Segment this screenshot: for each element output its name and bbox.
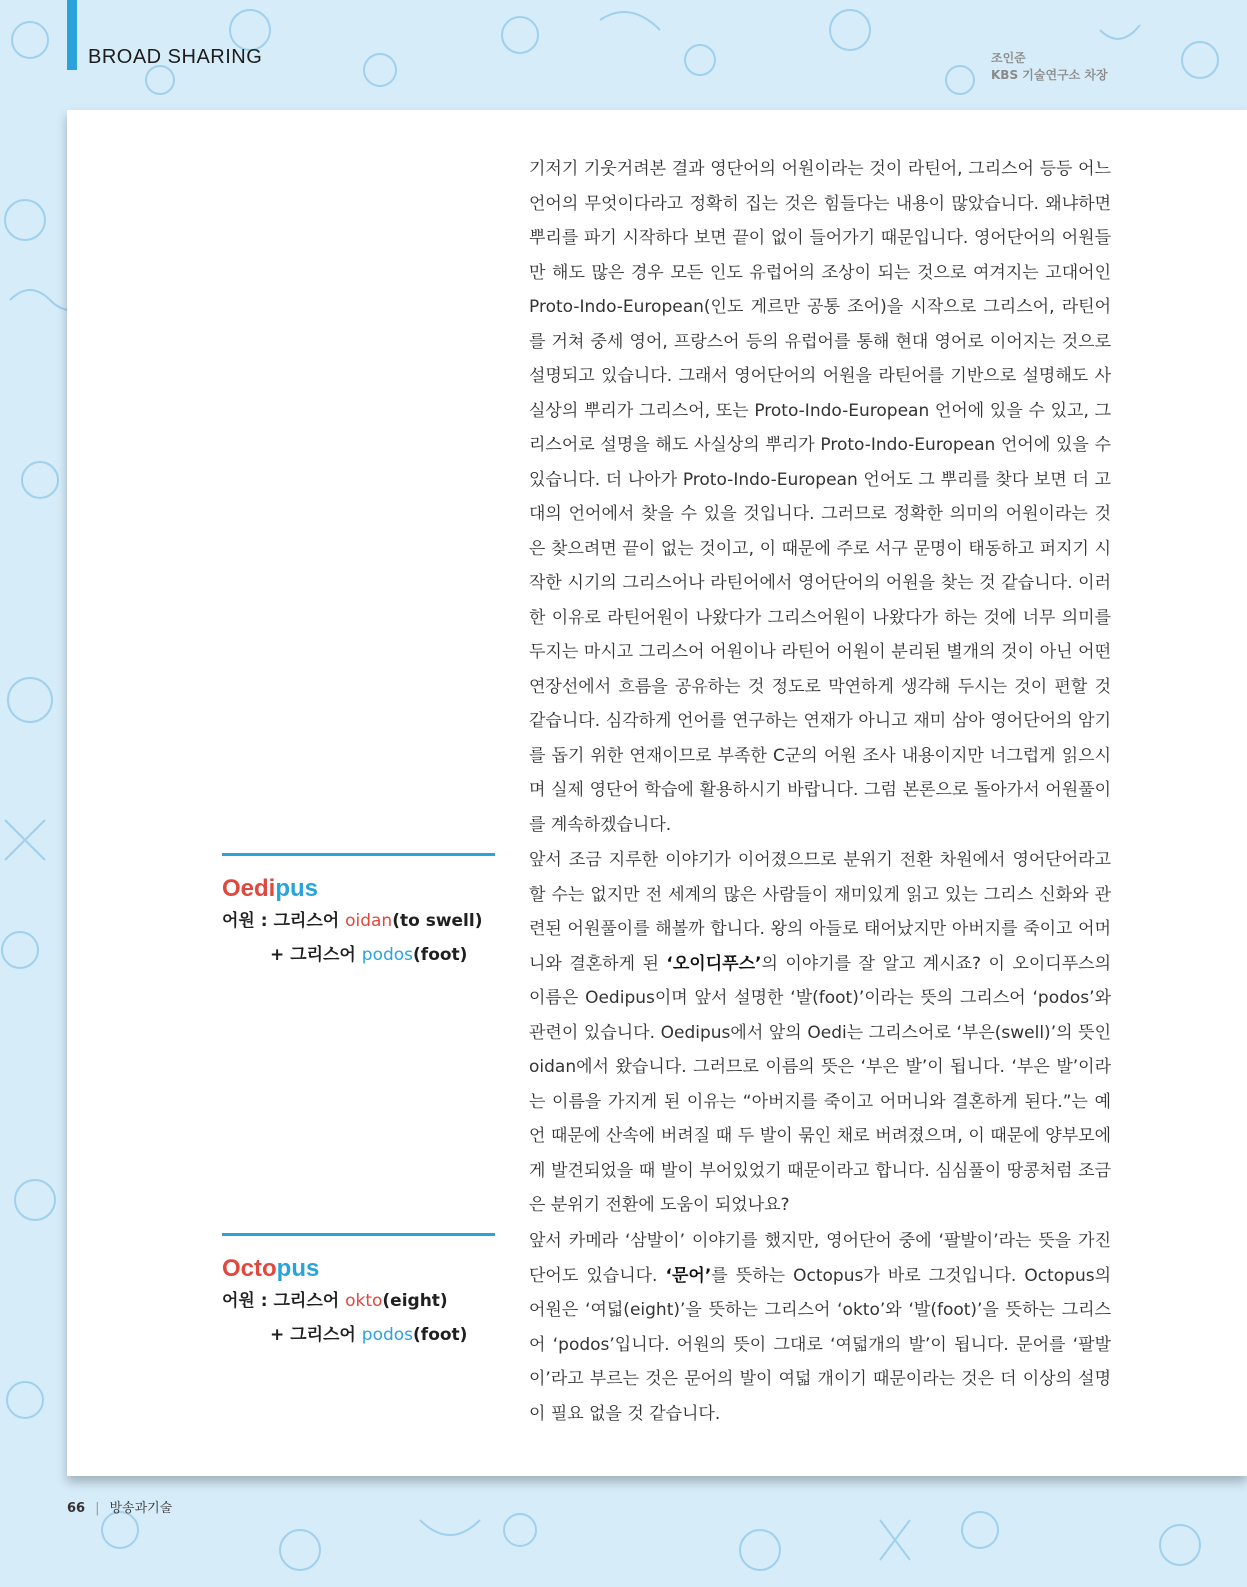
author-byline (991, 50, 1108, 84)
octopus-korean-term: ‘문어’ (665, 1265, 712, 1286)
term-root: Oedi (222, 875, 276, 902)
paragraph-3-text-b: 를 뜻하는 Octopus가 바로 그것입니다. Octopus의 어원은 ‘여덟(eight)’을 뜻하는 그리스어 ‘okto’와 ‘발(foot)’을 뜻하는 그리스어 ‘podos’입니다. 어원의 뜻이 그대로 ‘여덟개의 발’이 됩니다. 문어를 ‘팔발이’라고 부르는 것은 문어의 발이 여덟 개이기 때문이라는 것은 더 이상의 설명이 필요 없을 것 같습니다. (529, 1265, 1111, 1424)
page-footer (67, 1497, 172, 1516)
root1-meaning: (eight) (382, 1291, 448, 1311)
paragraph-2-text-a: 앞서 조금 지루한 이야기가 이어졌으므로 분위기 전환 차원에서 영어단어라고 할 수는 없지만 전 세계의 많은 사람들이 재미있게 읽고 있는 그리스 신화와 관련된 어원풀이를 해볼까 합니다. 왕의 아들로 태어났지만 아버지를 죽이고 어머니와 결혼하게 된 (529, 850, 1111, 974)
origin-label: 어원 : 그리스어 (222, 1291, 346, 1311)
term-origin-line (222, 904, 495, 938)
author-name: 조인준 (991, 51, 1026, 65)
section-label: BROAD SHARING (88, 46, 263, 68)
paragraph-2-text-b: 의 이야기를 잘 알고 계시죠? 이 오이디푸스의 이름은 Oedipus이며 앞서 설명한 ‘발(foot)’이라는 뜻의 그리스어 ‘podos’와 관련이 있습니다. Oedipus에서 앞의 Oedi는 그리스어로 ‘부은(swell)’의 뜻인 oidan에서 왔습니다. 그러므로 이름의 뜻은 ‘부은 발’이 됩니다. ‘부은 발’이라는 이름을 가지게 된 이유는 “아버지를 죽이고 어머니와 결혼하게 된다.”는 예언 때문에 산속에 버려질 때 두 발이 묶인 채로 버려졌으며, 이 때문에 양부모에게 발견되었을 때 발이 부어있었기 때문이라고 합니다. 심심풀이 땅콩처럼 조금은 분위기 전환에 도움이 되었나요? (529, 953, 1111, 1215)
root1: oidan (345, 911, 393, 931)
root2: podos (361, 1325, 414, 1345)
article-paragraph-3 (529, 1224, 1111, 1431)
root2-meaning: (foot) (413, 1325, 468, 1345)
term-box-oedipus (222, 853, 495, 972)
plus-label: + 그리스어 (270, 1325, 362, 1345)
plus-label: + 그리스어 (270, 945, 362, 965)
root2: podos (361, 945, 414, 965)
origin-label: 어원 : 그리스어 (222, 911, 346, 931)
term-box-octopus (222, 1233, 495, 1352)
term-suffix: pus (276, 1255, 320, 1282)
term-plus-line (222, 938, 495, 972)
author-title: KBS 기술연구소 차장 (991, 68, 1108, 82)
footer-separator: | (95, 1501, 100, 1516)
term-word-octopus (222, 1254, 495, 1284)
root1: okto (345, 1291, 383, 1311)
root2-meaning: (foot) (413, 945, 468, 965)
page-number: 66 (67, 1501, 86, 1516)
term-root: Octo (222, 1255, 277, 1282)
article-paragraph-1: 기저기 기웃거려본 결과 영단어의 어원이라는 것이 라틴어, 그리스어 등등 어느 언어의 무엇이다라고 정확히 집는 것은 힘들다는 내용이 많았습니다. 왜냐하면 뿌리를 파기 시작하다 보면 끝이 없이 들어가기 때문입니다. 영어단어의 어원들만 해도 많은 경우 모든 인도 유럽어의 조상이 되는 것으로 여겨지는 고대어인 Proto-Indo-European(인도 게르만 공통 조어)을 시작으로 그리스어, 라틴어를 거쳐 중세 영어, 프랑스어 등의 유럽어를 통해 현대 영어로 이어지는 것으로 설명되고 있습니다. 그래서 영어단어의 어원을 라틴어를 기반으로 설명해도 사실상의 뿌리가 그리스어, 또는 Proto-Indo-European 언어에 있을 수 있고, 그리스어로 설명을 해도 사실상의 뿌리가 Proto-Indo-European 언어에 있을 수 있습니다. 더 나아가 Proto-Indo-European 언어도 그 뿌리를 찾다 보면 더 고대의 언어에서 찾을 수 있을 것입니다. 그러므로 정확한 의미의 어원이라는 것은 찾으려면 끝이 없는 것이고, 이 때문에 주로 서구 문명이 태동하고 퍼지기 시작한 시기의 그리스어나 라틴어에서 영어단어의 어원을 찾는 것 같습니다. 이러한 이유로 라틴어원이 나왔다가 그리스어원이 나왔다가 하는 것에 너무 의미를 두지는 마시고 그리스어 어원이나 라틴어 어원이 분리된 별개의 것이 아닌 어떤 연장선에서 흐름을 공유하는 것 정도로 막연하게 생각해 두시는 것이 편할 것 같습니다. 심각하게 언어를 연구하는 연재가 아니고 재미 삼아 영어단어의 암기를 돕기 위한 연재이므로 부족한 C군의 어원 조사 내용이지만 너그럽게 읽으시며 실제 영단어 학습에 활용하시기 바랍니다. 그럼 본론으로 돌아가서 어원풀이를 계속하겠습니다. (529, 159, 1111, 835)
header-accent-bar (67, 0, 77, 70)
article-paragraph-2 (529, 843, 1111, 1223)
magazine-name: 방송과기술 (109, 1501, 173, 1516)
term-suffix: pus (275, 875, 319, 902)
root1-meaning: (to swell) (392, 911, 483, 931)
term-word-oedipus (222, 874, 495, 904)
term-plus-line (222, 1318, 495, 1352)
term-origin-line (222, 1284, 495, 1318)
paragraph-3-text-a: 앞서 카메라 ‘삼발이’ 이야기를 했지만, 영어단어 중에 ‘팔발이’라는 뜻을 가진 단어도 있습니다. (529, 1231, 1111, 1286)
oedipus-korean-term: ‘오이디푸스’ (666, 953, 762, 974)
